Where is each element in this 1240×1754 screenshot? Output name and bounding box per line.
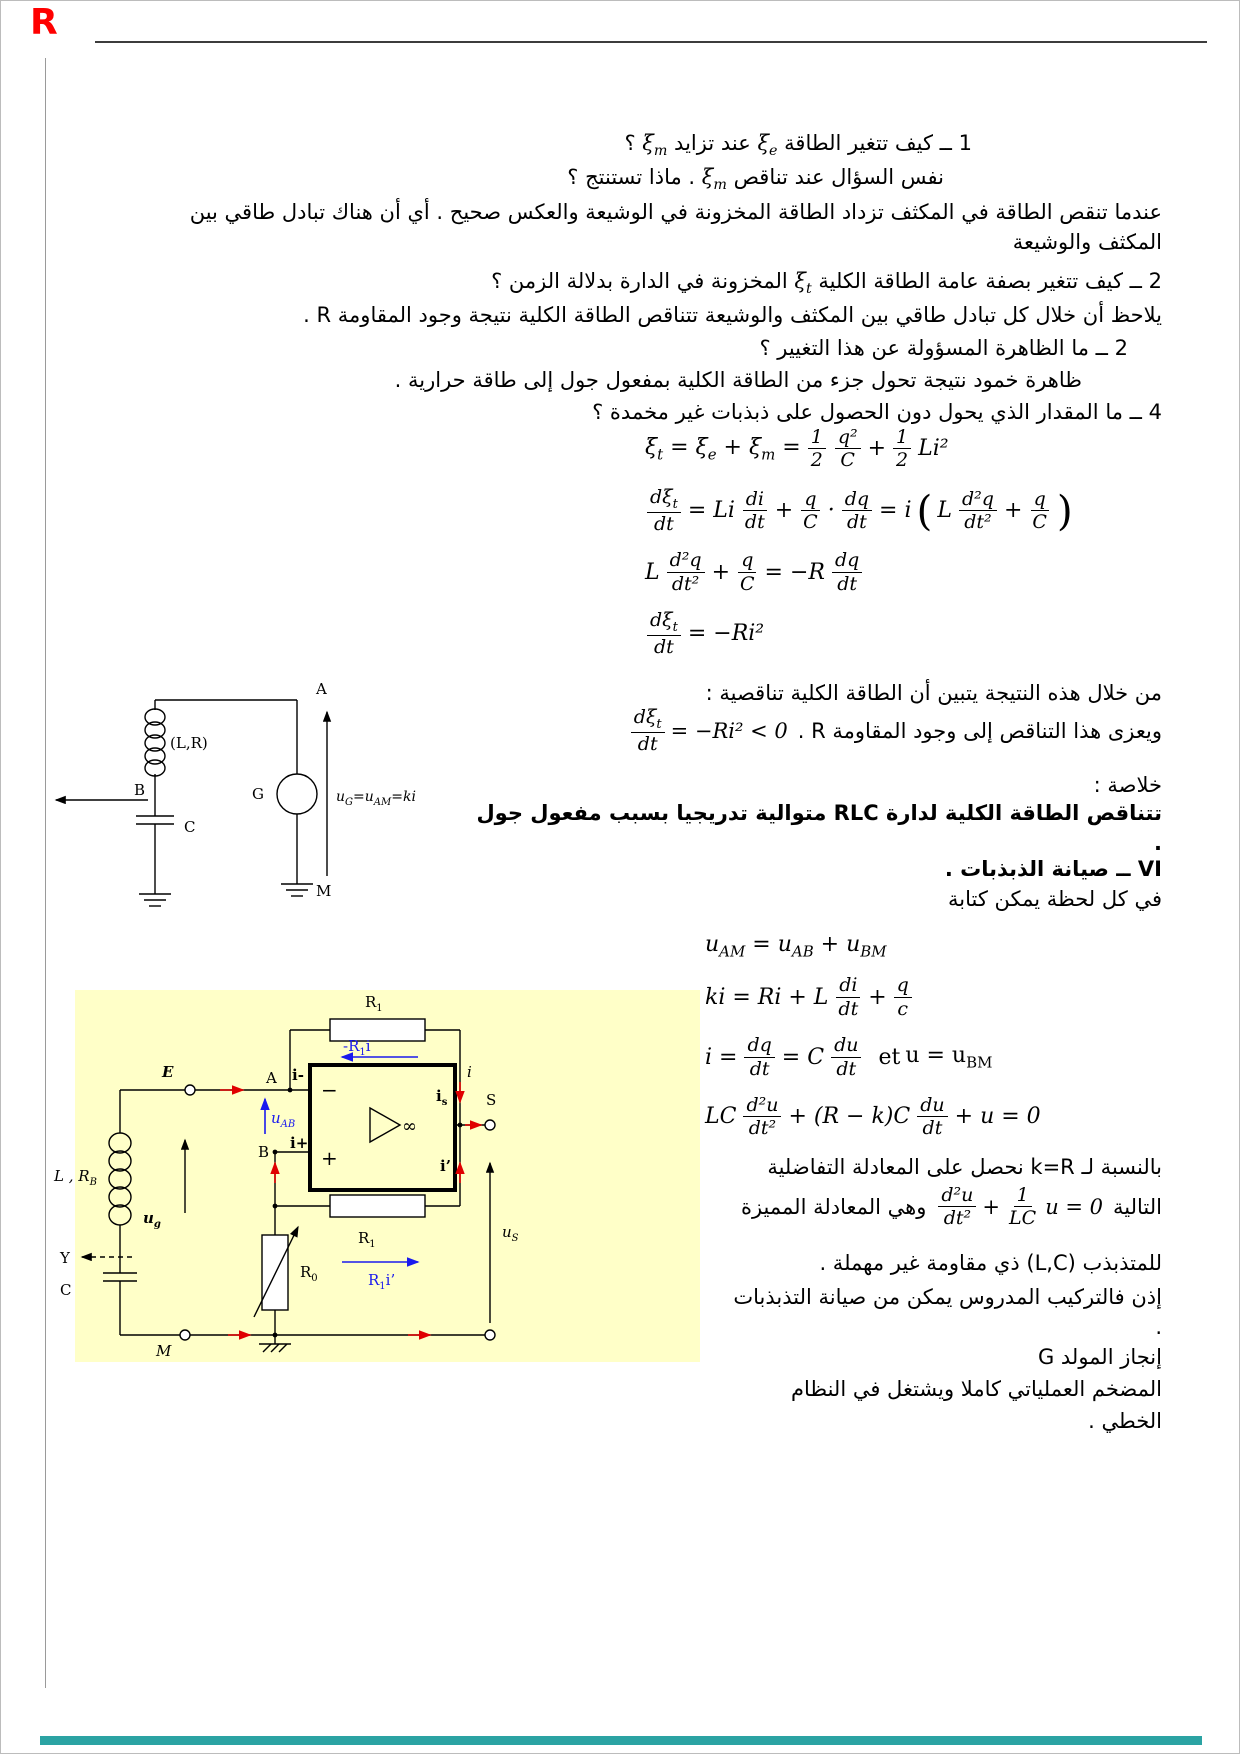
lone-dot: . bbox=[1155, 1315, 1162, 1339]
ug-label: $u_g$ bbox=[143, 1209, 161, 1230]
question-3: 2 ــ ما الظاهرة المسؤولة عن هذا التغيير ؟ bbox=[759, 336, 1128, 360]
uab-label: $u_{AB}$ bbox=[271, 1109, 296, 1130]
capacitor-label: C bbox=[60, 1281, 72, 1299]
fraction: $\frac{dq}{dt}$ bbox=[744, 1034, 774, 1080]
equation-voltages bbox=[705, 932, 1041, 960]
question-1b: نفس السؤال عند تناقص $\xi_m$ . ماذا تستنتج ؟ bbox=[567, 165, 944, 194]
fraction: $\frac{du}{dt}$ bbox=[917, 1094, 947, 1140]
is-label: $i_s$ bbox=[436, 1087, 448, 1108]
question-2: 2 ــ كيف تتغير بصفة عامة الطاقة الكلية $\xi_t$ المخزونة في الدارة بدلالة الزمن ؟ bbox=[491, 269, 1162, 298]
question-1: 1 ــ كيف تتغير الطاقة $\xi_e$ عند تزايد $\xi_m$ ؟ bbox=[624, 131, 972, 160]
equation-block-energy bbox=[645, 426, 1073, 659]
equation-ki: ki = Ri + L $\frac{di}{dt}$ + $\frac{q}{c}$ bbox=[705, 974, 1041, 1020]
i-prime-label: i’ bbox=[440, 1157, 451, 1175]
i-minus-label: i- bbox=[292, 1066, 304, 1084]
y-axis-label: Y bbox=[60, 1249, 70, 1267]
generator-line-2: المضخم العملياتي كاملا ويشتغل في النظام bbox=[790, 1377, 1162, 1401]
question-4: 4 ــ ما المقدار الذي يحول دون الحصول على ذبذبات غير مخمدة ؟ bbox=[592, 400, 1162, 424]
xi-m-symbol: $\xi_m$ bbox=[642, 131, 668, 160]
xi-t-symbol: $\xi_t$ bbox=[794, 269, 812, 298]
fraction: $\frac{q}{C}$ bbox=[1032, 487, 1047, 534]
fraction: $\frac{du}{dt}$ bbox=[831, 1034, 861, 1080]
answer-3: ظاهرة خمود نتيجة تحول جزء من الطاقة الكلية بمفعول جول إلى طاقة حرارية . bbox=[394, 368, 1082, 392]
equation-block-maintenance bbox=[705, 932, 1041, 1140]
fraction: $\frac{\text{d²q}}{\text{dt²}}$ bbox=[959, 488, 997, 534]
i-label: i bbox=[467, 1063, 472, 1081]
equation-dissipation: $\frac{d\xi_t}{dt}$ = −Ri² bbox=[645, 609, 1073, 658]
fraction: $\frac{\text{d²q}}{\text{dt²}}$ bbox=[667, 549, 705, 595]
i-plus-label: i+ bbox=[290, 1134, 309, 1152]
equation-total-energy: $\xi_t = \xi_e + \xi_m$ = $\frac{1}{2}$ $\frac{\text{q²}}{C}$ + $\frac{1}{2}$ Li² bbox=[645, 426, 949, 472]
resistor-r1-bottom bbox=[330, 1195, 425, 1217]
result-intro: من خلال هذه النتيجة يتبين أن الطاقة الكلية تناقصية : bbox=[705, 681, 1162, 705]
close-paren: ) bbox=[1056, 486, 1073, 535]
node-b-label: B bbox=[258, 1143, 270, 1161]
node-a-label: A bbox=[316, 680, 327, 698]
logo-r: R bbox=[30, 2, 58, 43]
characteristic-equation-line: التالية $\frac{\text{d²u}}{\text{dt²}}$ + $\frac{1}{LC}$ u = 0 وهي المعادلة المميزة bbox=[740, 1184, 1162, 1230]
capacitor-label: C bbox=[184, 818, 196, 836]
fraction: $\frac{dq}{dt}$ bbox=[832, 549, 862, 595]
result-tail-text: ويعزى هذا التناقص إلى وجود المقاومة R . bbox=[797, 718, 1162, 743]
fraction: $\frac{d\xi_t}{dt}$ bbox=[631, 706, 665, 755]
diagram-background bbox=[75, 990, 700, 1362]
inverting-input-sign: − bbox=[321, 1078, 338, 1102]
fraction: $\frac{1}{2}$ bbox=[808, 426, 826, 472]
r1-bottom-label: $R_1$ bbox=[358, 1229, 376, 1250]
fraction: $\frac{\text{d²u}}{\text{dt²}}$ bbox=[938, 1184, 976, 1230]
circuit-diagram-rlc-generator bbox=[40, 668, 460, 938]
noninverting-input-sign: + bbox=[321, 1146, 338, 1170]
ground-right-icon bbox=[281, 884, 313, 896]
coil-lr bbox=[145, 709, 165, 776]
wires bbox=[155, 700, 297, 894]
fraction: $\frac{di}{dt}$ bbox=[835, 974, 861, 1020]
fraction: $\frac{q}{c}$ bbox=[894, 974, 912, 1020]
xi-e-symbol: $\xi_e$ bbox=[757, 131, 778, 160]
equation-differential: LC $\frac{\text{d²u}}{\text{dt²}}$ + (R − k)C $\frac{du}{dt}$ + u = 0 bbox=[705, 1094, 1041, 1140]
fraction: $\frac{1}{LC}$ bbox=[1009, 1184, 1037, 1230]
fraction: $\frac{\text{q²}}{C}$ bbox=[835, 426, 861, 472]
ground-left-icon bbox=[139, 894, 171, 906]
top-rule bbox=[95, 41, 1207, 43]
xi-m-symbol: $\xi_m$ bbox=[701, 165, 727, 194]
infinity-symbol: ∞ bbox=[402, 1116, 417, 1137]
summary-bold: تتناقص الطاقة الكلية لدارة RLC متوالية تدريجيا بسبب مفعول جول . bbox=[476, 801, 1162, 856]
generator-symbol bbox=[277, 774, 317, 814]
oscillator-line: للمتذبذب (L,C) ذي مقاومة غير مهملة . bbox=[819, 1251, 1162, 1275]
equation-inline-characteristic: $\frac{\text{d²u}}{\text{dt²}}$ + $\frac{1}{LC}$ u = 0 bbox=[936, 1184, 1103, 1230]
fraction: $\frac{1}{2}$ bbox=[893, 426, 911, 472]
fraction: $\frac{dq}{dt}$ bbox=[842, 488, 872, 534]
eq-terms: $u = u_{BM}$ bbox=[905, 1042, 993, 1072]
coil-lrb-label: L , $R_B$ bbox=[54, 1167, 97, 1188]
node-a-label: A bbox=[266, 1069, 277, 1087]
eq-terms: $\xi_t = \xi_e + \xi_m$ = bbox=[645, 434, 801, 464]
coil-lr-label: (L,R) bbox=[170, 734, 208, 752]
answer-2: يلاحظ أن خلال كل تبادل طاقي بين المكثف والوشيعة تتناقص الطاقة الكلية نتيجة وجود المقاومة R . bbox=[303, 303, 1162, 327]
result-line bbox=[619, 706, 1162, 755]
section-vi-heading: VI ــ صيانة الذبذبات . bbox=[944, 857, 1162, 881]
fraction: $\frac{d\xi_t}{dt}$ bbox=[647, 486, 681, 535]
us-label: $u_S$ bbox=[502, 1223, 519, 1244]
footer-bar bbox=[40, 1736, 1202, 1745]
fraction: $\frac{q}{C}$ bbox=[803, 487, 818, 534]
capacitor bbox=[136, 816, 174, 824]
node-e-label: E bbox=[162, 1063, 174, 1081]
generator-line-3: الخطي . bbox=[1088, 1409, 1162, 1433]
question-1-text: 1 ــ كيف تتغير الطاقة bbox=[777, 131, 972, 155]
fraction: $\frac{di}{dt}$ bbox=[742, 488, 768, 534]
summary-label: خلاصة : bbox=[1093, 773, 1162, 797]
equation-circuit: L $\frac{\text{d²q}}{\text{dt²}}$ + $\frac{q}{C}$ = −R $\frac{dq}{dt}$ bbox=[645, 549, 1073, 595]
generator-line-1: إنجاز المولد G bbox=[1037, 1345, 1162, 1369]
fraction: $\frac{d\xi_t}{dt}$ bbox=[647, 609, 681, 658]
generator-label: G bbox=[252, 785, 264, 803]
node-s-label: S bbox=[486, 1091, 497, 1109]
voltage-annotation: $u_G=u_{AM}=ki$ bbox=[336, 789, 416, 808]
equation-energy-derivative: $\frac{d\xi_t}{dt}$ = Li $\frac{di}{dt}$ + $\frac{q}{C}$ · $\frac{dq}{dt}$ = i ( L $\frac{\text{d²q}}{\text{dt²}}$ + $\frac{q}{C}$ ) bbox=[645, 486, 1073, 535]
node-m-label: M bbox=[156, 1342, 172, 1360]
node-b-label: B bbox=[134, 781, 146, 799]
r0-label: $R_0$ bbox=[300, 1263, 318, 1284]
node-m-label: M bbox=[316, 882, 332, 900]
r1-top-label: $R_1$ bbox=[365, 993, 383, 1014]
equation-current: i = $\frac{dq}{dt}$ = C $\frac{du}{dt}$ et $u = u_{BM}$ bbox=[705, 1034, 993, 1080]
answer-1: عندما تنقص الطاقة في المكثف تزداد الطاقة المخزونة في الوشيعة والعكس صحيح . أي أن هناك تبادل طاقي بين المكثف والوشيعة bbox=[189, 200, 1162, 255]
equation-inline-negative: $\frac{d\xi_t}{dt}$ = −Ri² < 0 bbox=[629, 706, 788, 755]
r1i-prime-label: $R_1i$’ bbox=[368, 1271, 396, 1292]
open-paren: ( bbox=[916, 486, 933, 535]
fraction: $\frac{q}{C}$ bbox=[740, 549, 755, 595]
condition-line: بالنسبة لـ k=R نحصل على المعادلة التفاضلية bbox=[767, 1155, 1162, 1179]
fraction: $\frac{\text{d²u}}{\text{dt²}}$ bbox=[743, 1094, 781, 1140]
conclusion-line: إذن فالتركيب المدروس يمكن من صيانة التذبذبات bbox=[733, 1285, 1162, 1309]
minus-r1i-label: $-R_1i$ bbox=[343, 1037, 371, 1058]
eq-terms: $u_{AM} = u_{AB} + u_{BM}$ bbox=[705, 932, 887, 961]
circuit-diagram-opamp bbox=[40, 985, 720, 1370]
moment-line: في كل لحظة يمكن كتابة bbox=[948, 887, 1162, 911]
